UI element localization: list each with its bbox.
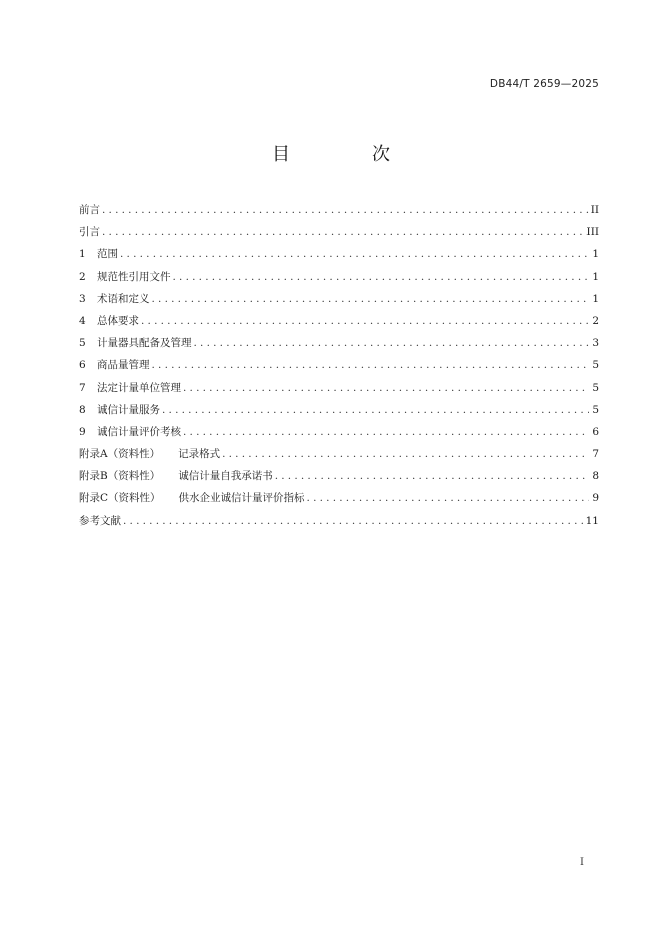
toc-entry-label: 诚信计量服务 — [97, 403, 160, 416]
toc-entry-page: 8 — [592, 470, 599, 483]
toc-entry-number: 8 — [79, 403, 86, 416]
toc-leader-dots — [220, 443, 589, 465]
document-code: DB44/T 2659—2025 — [489, 78, 599, 90]
toc-entry-page: 7 — [592, 448, 599, 461]
toc-entry-number: 1 — [79, 248, 86, 261]
toc-entry-appendix-a[interactable] — [79, 443, 599, 465]
toc-entry-page: 2 — [592, 314, 599, 327]
toc-entry-label: 规范性引用文件 — [97, 270, 171, 283]
toc-entry-page: 5 — [592, 381, 599, 394]
toc-entry-page: 11 — [585, 514, 599, 527]
toc-entry-page: 9 — [592, 492, 599, 505]
toc-entry-label: 范围 — [97, 248, 118, 261]
toc-entry-number: 9 — [79, 425, 86, 438]
toc-leader-dots — [192, 332, 590, 354]
toc-entry-number: 4 — [79, 314, 86, 327]
toc-entry-integrity-service[interactable] — [79, 399, 599, 421]
toc-leader-dots — [273, 465, 589, 487]
toc-entry-instruments[interactable] — [79, 332, 599, 354]
toc-leader-dots — [150, 354, 590, 376]
page-title: 目 次 — [272, 144, 422, 165]
toc-leader-dots — [181, 421, 589, 443]
toc-appendix-tag: 附录C（资料性） — [79, 492, 161, 505]
toc-entry-label: 法定计量单位管理 — [97, 381, 181, 394]
toc-entry-introduction[interactable] — [79, 221, 599, 243]
toc-entry-number: 2 — [79, 270, 86, 283]
toc-leader-dots — [150, 288, 590, 310]
toc-entry-label: 术语和定义 — [97, 292, 150, 305]
toc-entry-integrity-evaluation[interactable] — [79, 421, 599, 443]
toc-entry-label: 计量器具配备及管理 — [97, 337, 192, 350]
toc-leader-dots — [118, 243, 589, 265]
toc-entry-label: 前言 — [79, 204, 100, 216]
toc-entry-page: II — [590, 204, 599, 216]
toc-leader-dots — [100, 221, 587, 243]
toc-entry-foreword[interactable] — [79, 199, 599, 221]
toc-entry-page: 5 — [592, 359, 599, 372]
toc-entry-label: 记录格式 — [178, 448, 221, 461]
toc-entry-label: 供水企业诚信计量评价指标 — [178, 492, 305, 505]
toc-leader-dots — [305, 487, 589, 509]
toc-entry-number: 5 — [79, 337, 86, 350]
toc-entry-label: 诚信计量自我承诺书 — [178, 470, 273, 483]
page-number: I — [580, 857, 584, 868]
toc-entry-commodity-quantity[interactable] — [79, 354, 599, 376]
toc-entry-number: 7 — [79, 381, 86, 394]
toc-entry-page: 6 — [592, 425, 599, 438]
toc-entry-number: 6 — [79, 359, 86, 372]
toc-entry-page: III — [586, 226, 599, 239]
toc-leader-dots — [139, 310, 589, 332]
toc-entry-general-requirements[interactable] — [79, 310, 599, 332]
toc-appendix-tag: 附录B（资料性） — [79, 470, 161, 483]
toc-entry-bibliography[interactable] — [79, 510, 599, 532]
toc-leader-dots — [171, 266, 590, 288]
toc-entry-page: 1 — [592, 292, 599, 305]
toc-leader-dots — [181, 377, 589, 399]
toc-entry-page: 1 — [592, 270, 599, 283]
toc-entry-label: 参考文献 — [79, 514, 121, 527]
toc-entry-legal-units[interactable] — [79, 377, 599, 399]
toc-leader-dots — [121, 510, 586, 532]
toc-entry-terms-definitions[interactable] — [79, 288, 599, 310]
toc-entry-page: 5 — [592, 403, 599, 416]
toc-entry-page: 3 — [592, 337, 599, 350]
toc-leader-dots — [100, 199, 589, 221]
toc-entry-number: 3 — [79, 292, 86, 305]
toc-leader-dots — [160, 399, 589, 421]
toc-entry-scope[interactable] — [79, 243, 599, 265]
toc-entry-appendix-c[interactable] — [79, 487, 599, 509]
toc-appendix-tag: 附录A（资料性） — [79, 448, 161, 461]
table-of-contents — [79, 199, 599, 532]
toc-entry-page: 1 — [592, 248, 599, 261]
toc-entry-label: 商品量管理 — [97, 359, 150, 372]
toc-entry-label: 诚信计量评价考核 — [97, 425, 181, 438]
toc-entry-label: 引言 — [79, 226, 100, 239]
toc-entry-normative-references[interactable] — [79, 266, 599, 288]
toc-entry-label: 总体要求 — [97, 314, 139, 327]
toc-entry-appendix-b[interactable] — [79, 465, 599, 487]
